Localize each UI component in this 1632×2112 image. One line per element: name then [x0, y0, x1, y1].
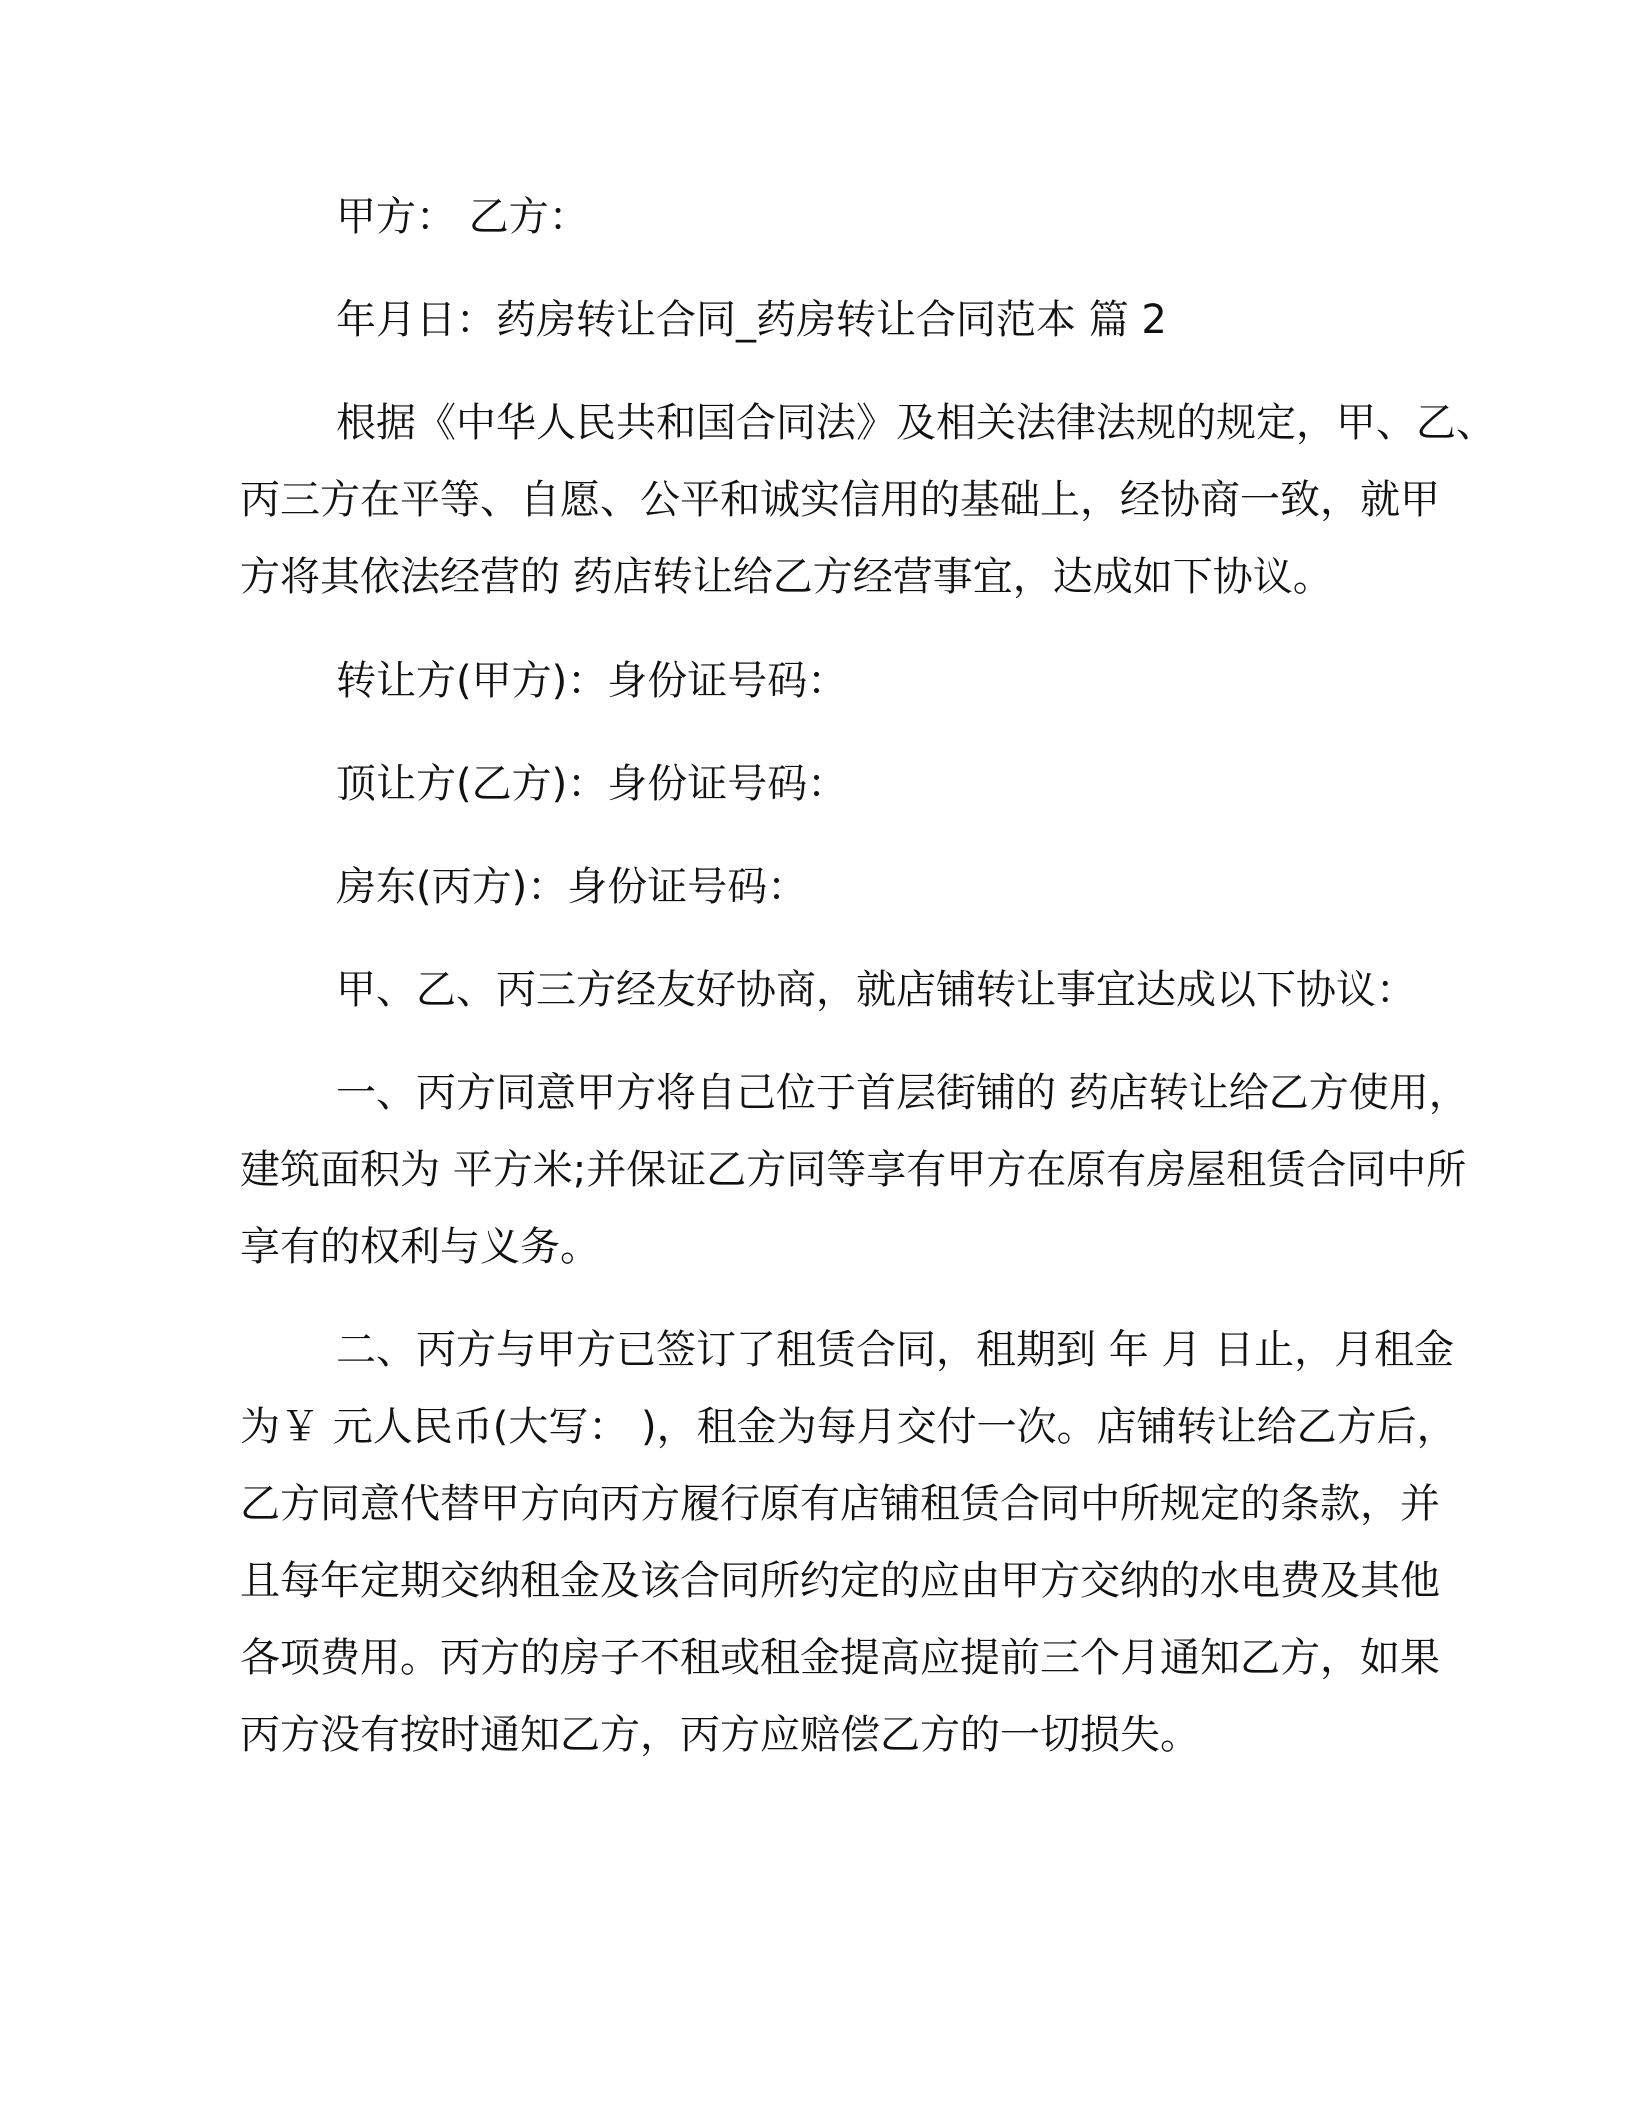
clause-2-line-2: 为￥ 元人民币(大写： )，租金为每月交付一次。店铺转让给乙方后， — [240, 1404, 1457, 1450]
party-landlord-line: 房东(丙方)：身份证号码： — [336, 864, 808, 910]
clause-2-line-5: 各项费用。丙方的房子不租或租金提高应提前三个月通知乙方，如果 — [240, 1635, 1440, 1681]
paragraph-law-line-2: 丙三方在平等、自愿、公平和诚实信用的基础上，经协商一致，就甲 — [240, 477, 1440, 523]
party-transferor-line: 转让方(甲方)：身份证号码： — [336, 658, 848, 704]
clause-1-line-3: 享有的权利与义务。 — [240, 1224, 600, 1270]
date-title-line: 年月日：药房转让合同_药房转让合同范本 篇 2 — [336, 297, 1167, 343]
paragraph-law-line-3: 方将其依法经营的 药店转让给乙方经营事宜，达成如下协议。 — [240, 554, 1333, 600]
clause-1-line-1: 一、丙方同意甲方将自己位于首层街铺的 药店转让给乙方使用， — [336, 1070, 1469, 1116]
clause-2-line-1: 二、丙方与甲方已签订了租赁合同，租期到 年 月 日止，月租金 — [336, 1327, 1455, 1373]
paragraph-law-line-1: 根据《中华人民共和国合同法》及相关法律法规的规定，甲、乙、 — [336, 400, 1496, 446]
agreement-intro-line: 甲、乙、丙三方经友好协商，就店铺转让事宜达成以下协议： — [336, 967, 1416, 1013]
clause-1-line-2: 建筑面积为 平方米;并保证乙方同等享有甲方在原有房屋租赁合同中所 — [240, 1147, 1467, 1193]
party-transferee-line: 顶让方(乙方)：身份证号码： — [336, 761, 848, 807]
clause-2-line-6: 丙方没有按时通知乙方，丙方应赔偿乙方的一切损失。 — [240, 1712, 1200, 1758]
party-header-line: 甲方： 乙方： — [336, 194, 589, 240]
clause-2-line-3: 乙方同意代替甲方向丙方履行原有店铺租赁合同中所规定的条款，并 — [240, 1481, 1440, 1527]
clause-2-line-4: 且每年定期交纳租金及该合同所约定的应由甲方交纳的水电费及其他 — [240, 1558, 1440, 1604]
